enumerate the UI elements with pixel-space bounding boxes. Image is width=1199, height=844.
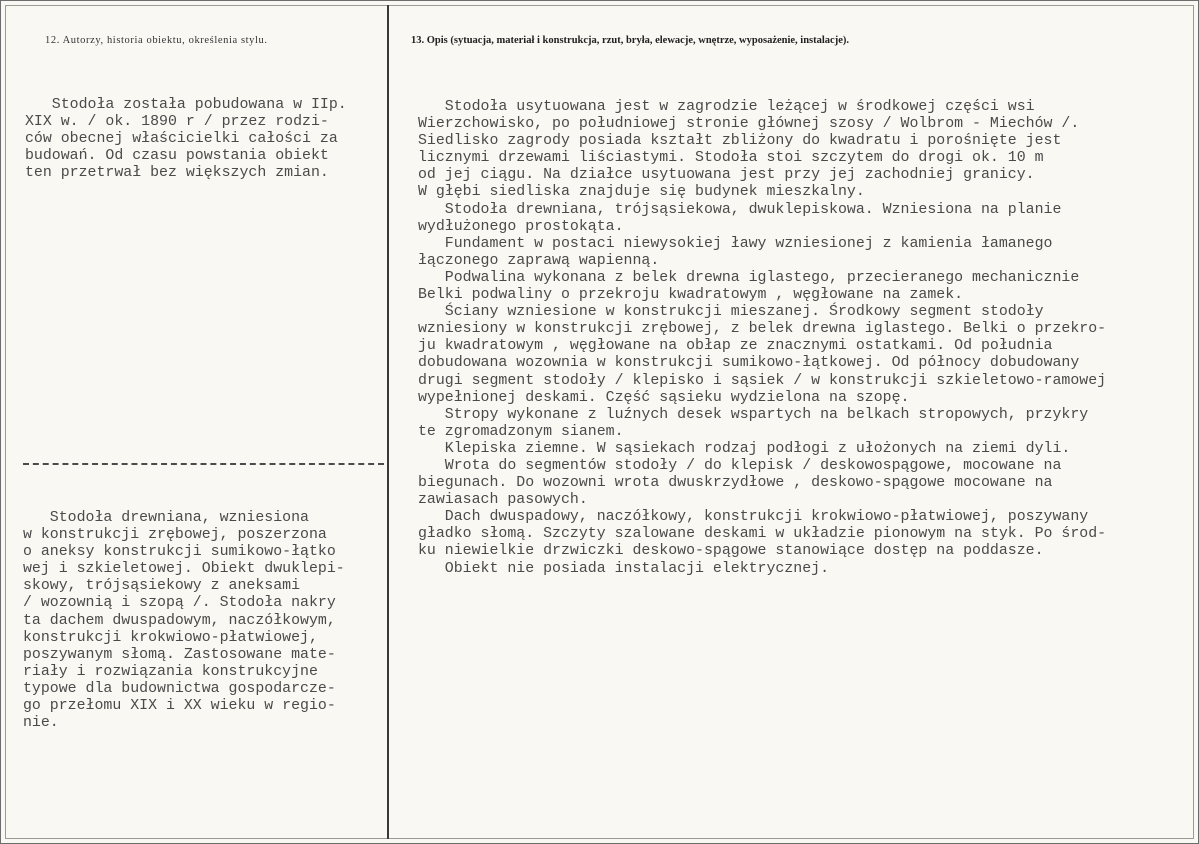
text-line: nie.	[23, 715, 59, 732]
text-line: zawiasach pasowych.	[418, 492, 588, 509]
text-line: ju kwadratowym , węgłowane na obłap ze znacznymi ostatkami. Od południa	[418, 338, 1053, 355]
text-line: łączonego zaprawą wapienną.	[418, 252, 660, 269]
text-line: ta dachem dwuspadowym, naczółkowym,	[23, 612, 336, 629]
text-line: Stodoła drewniana, trójsąsiekowa, dwuklepiskowa. Wzniesiona na planie	[418, 201, 1062, 218]
text-line: o aneksy konstrukcji sumikowo-łątko	[23, 544, 336, 561]
text-line: wej i szkieletowej. Obiekt dwuklepi-	[23, 561, 345, 578]
text-line: te zgromadzonym sianem.	[418, 423, 624, 440]
text-line: Dach dwuspadowy, naczółkowy, konstrukcji krokwiowo-płatwiowej, poszywany	[418, 509, 1089, 526]
text-line: / wozownią i szopą /. Stodoła nakry	[23, 595, 336, 612]
text-line: ców obecnej właścicielki całości za	[25, 131, 338, 148]
text-line: wzniesiony w konstrukcji zrębowej, z belek drewna iglastego. Belki o przekro-	[418, 321, 1107, 338]
text-line: biegunach. Do wozowni wrota dwuskrzydłowe , deskowo-spągowe mocowane na	[418, 475, 1053, 492]
text-line: budowań. Od czasu powstania obiekt	[25, 148, 329, 165]
text-line: Stodoła usytuowana jest w zagrodzie leżącej w środkowej części wsi	[418, 99, 1035, 115]
text-line: wydłużonego prostokąta.	[418, 218, 624, 235]
history-text	[25, 97, 347, 182]
text-line: od jej ciągu. Na działce usytuowana jest przy jej zachodniej granicy.	[418, 167, 1035, 184]
text-line: go przełomu XIX i XX wieku w regio-	[23, 698, 336, 715]
text-line: ku niewielkie drzwiczki deskowo-spągowe stanowiące dostęp na poddasze.	[418, 543, 1044, 560]
text-line: w konstrukcji zrębowej, poszerzona	[23, 527, 327, 544]
text-line: W głębi siedliska znajduje się budynek mieszkalny.	[418, 184, 865, 201]
section-12-header: 12. Autorzy, historia obiektu, określenia stylu.	[45, 35, 268, 46]
text-line: drugi segment stodoły / klepisko i sąsiek / w konstrukcji szkieletowo-ramowej	[418, 372, 1107, 389]
text-line: ten przetrwał bez większych zmian.	[25, 165, 329, 182]
text-line: Wrota do segmentów stodoły / do klepisk / deskowospągowe, mocowane na	[418, 457, 1062, 474]
text-line: gładko słomą. Szczyty szalowane deskami w układzie pionowym na styk. Po środ-	[418, 526, 1107, 543]
text-line: wypełnionej deskami. Część sąsieku wydzielona na szopę.	[418, 389, 910, 406]
column-divider	[387, 5, 389, 839]
style-summary-text	[23, 510, 345, 732]
text-line: skowy, trójsąsiekowy z aneksami	[23, 578, 301, 595]
text-line: typowe dla budownictwa gospodarcze-	[23, 680, 336, 697]
section-13-header: 13. Opis (sytuacja, materiał i konstrukcja, rzut, bryła, elewacje, wnętrze, wyposażenie, instalacje).	[411, 35, 850, 46]
text-line: riały i rozwiązania konstrukcyjne	[23, 663, 318, 680]
text-line: konstrukcji krokwiowo-płatwiowej,	[23, 629, 318, 646]
text-line: poszywanym słomą. Zastosowane mate-	[23, 646, 336, 663]
text-line: Podwalina wykonana z belek drewna iglastego, przecieranego mechanicznie	[418, 269, 1080, 286]
text-line: dobudowana wozownia w konstrukcji sumikowo-łątkowej. Od północy dobudowany	[418, 355, 1080, 372]
dashed-separator	[23, 463, 384, 465]
text-line: licznymi drzewami liściastymi. Stodoła stoi szczytem do drogi ok. 10 m	[418, 150, 1044, 167]
text-line: Siedlisko zagrody posiada kształt zbliżony do kwadratu i porośnięte jest	[418, 133, 1062, 150]
text-line: Belki podwaliny o przekroju kwadratowym , węgłowane na zamek.	[418, 287, 964, 304]
text-line: Stodoła drewniana, wzniesiona	[23, 510, 309, 526]
description-text	[418, 99, 1106, 578]
text-line: Fundament w postaci niewysokiej ławy wzniesionej z kamienia łamanego	[418, 235, 1053, 252]
text-line: Obiekt nie posiada instalacji elektrycznej.	[418, 560, 830, 577]
text-line: XIX w. / ok. 1890 r / przez rodzi-	[25, 114, 329, 131]
text-line: Klepiska ziemne. W sąsiekach rodzaj podłogi z ułożonych na ziemi dyli.	[418, 440, 1071, 457]
text-line: Stodoła została pobudowana w IIp.	[25, 97, 347, 113]
text-line: Stropy wykonane z luźnych desek wspartych na belkach stropowych, przykry	[418, 406, 1089, 423]
text-line: Ściany wzniesione w konstrukcji mieszanej. Środkowy segment stodoły	[418, 304, 1044, 321]
text-line: Wierzchowisko, po południowej stronie głównej szosy / Wolbrom - Miechów /.	[418, 116, 1080, 133]
